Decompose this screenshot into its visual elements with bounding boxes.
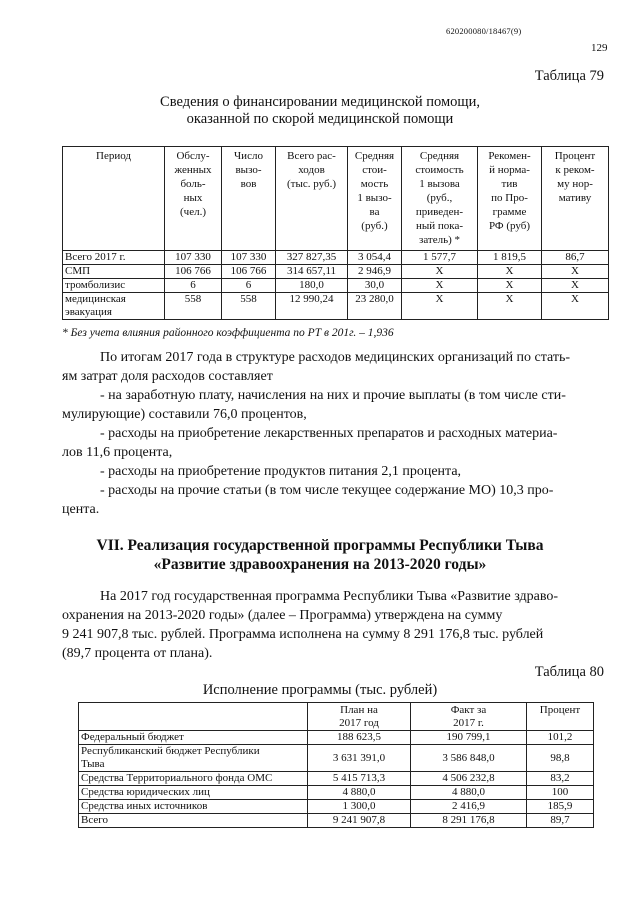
table-cell: медицинская эвакуация <box>63 293 165 320</box>
table-row <box>79 745 594 772</box>
table-cell: 4 880,0 <box>308 786 411 800</box>
table-cell: 1 577,7 <box>402 251 478 265</box>
paragraph-line: - расходы на приобретение лекарственных препаратов и расходных материа- <box>100 426 558 441</box>
table-cell: 86,7 <box>542 251 609 265</box>
table-cell: 106 766 <box>222 265 276 279</box>
table-row <box>63 293 609 320</box>
page-number: 129 <box>591 42 608 54</box>
table-cell: 3 586 848,0 <box>411 745 527 772</box>
table-79-title-line2: оказанной по скорой медицинской помощи <box>186 111 454 127</box>
paragraph-line: - расходы на прочие статьи (в том числе текущее содержание МО) 10,3 про- <box>100 483 554 498</box>
paragraph-line: 9 241 907,8 тыс. рублей. Программа исполнена на сумму 8 291 176,8 тыс. рублей <box>62 627 544 642</box>
paragraph-line: - на заработную плату, начисления на них и прочие выплаты (в том числе сти- <box>100 388 566 403</box>
table-cell: Всего <box>79 814 308 828</box>
paragraph-line: (89,7 процента от плана). <box>62 646 213 661</box>
table-cell: Средства юридических лиц <box>79 786 308 800</box>
table-79 <box>62 146 609 320</box>
table-cell: 89,7 <box>527 814 594 828</box>
table-cell: 101,2 <box>527 731 594 745</box>
table-cell: 188 623,5 <box>308 731 411 745</box>
table-cell: 558 <box>165 293 222 320</box>
table-cell: Х <box>478 293 542 320</box>
table-cell: 100 <box>527 786 594 800</box>
paragraph-line: На 2017 год государственная программа Республики Тыва «Развитие здраво- <box>100 589 559 604</box>
t79-header-calls: Число вызо- вов <box>222 147 276 251</box>
table-cell: 3 631 391,0 <box>308 745 411 772</box>
table-row <box>79 800 594 814</box>
section-heading-line2: «Развитие здравоохранения на 2013-2020 годы» <box>153 556 487 573</box>
table-80-title: Исполнение программы (тыс. рублей) <box>202 682 438 698</box>
table-cell: Х <box>478 265 542 279</box>
table-cell: Республиканский бюджет Республики Тыва <box>79 745 308 772</box>
table-cell: 107 330 <box>222 251 276 265</box>
paragraph-line: ям затрат доля расходов составляет <box>62 369 273 384</box>
paragraph-line: По итогам 2017 года в структуре расходов медицинских организаций по стать- <box>100 350 571 365</box>
paragraph-line: лов 11,6 процента, <box>62 445 173 460</box>
table-cell: Х <box>542 293 609 320</box>
paragraph-line: цента. <box>62 502 100 517</box>
table-80 <box>78 702 594 828</box>
table-cell: 4 506 232,8 <box>411 772 527 786</box>
table-cell: 12 990,24 <box>276 293 348 320</box>
table-cell: Всего 2017 г. <box>63 251 165 265</box>
table-cell: 327 827,35 <box>276 251 348 265</box>
document-id: 620200080/18467(9) <box>446 26 522 36</box>
table-cell: тромболизис <box>63 279 165 293</box>
table-cell: 4 880,0 <box>411 786 527 800</box>
table-cell: СМП <box>63 265 165 279</box>
t80-header-plan: План на 2017 год <box>308 703 411 731</box>
t79-header-total-costs: Всего рас- ходов (тыс. руб.) <box>276 147 348 251</box>
table-cell: Х <box>402 279 478 293</box>
table-79-title-line1: Сведения о финансировании медицинской помощи, <box>160 94 480 110</box>
table-cell: 6 <box>222 279 276 293</box>
table-cell: 314 657,11 <box>276 265 348 279</box>
table-80-header-row <box>79 703 594 731</box>
t79-header-patients: Обслу- женных боль- ных (чел.) <box>165 147 222 251</box>
table-row <box>79 814 594 828</box>
table-cell: Х <box>402 293 478 320</box>
table-cell: 3 054,4 <box>348 251 402 265</box>
paragraph-line: - расходы на приобретение продуктов питания 2,1 процента, <box>100 464 462 479</box>
t79-header-recommended-norm: Рекомен- й норма- тив по Про- грамме РФ (руб) <box>478 147 542 251</box>
table-row <box>79 731 594 745</box>
table-80-number: Таблица 80 <box>534 664 604 680</box>
table-cell: 2 416,9 <box>411 800 527 814</box>
table-cell: 1 819,5 <box>478 251 542 265</box>
paragraph-program <box>62 587 610 663</box>
table-cell: Федеральный бюджет <box>79 731 308 745</box>
table-row <box>63 251 609 265</box>
t80-header-fact: Факт за 2017 г. <box>411 703 527 731</box>
t79-header-percent-of-norm: Процент к реком- му нор- мативу <box>542 147 609 251</box>
t80-header-percent: Процент <box>527 703 594 731</box>
table-row <box>79 772 594 786</box>
table-cell: Х <box>542 265 609 279</box>
table-cell: 106 766 <box>165 265 222 279</box>
table-cell: 185,9 <box>527 800 594 814</box>
paragraph-expenses <box>62 348 610 519</box>
t79-header-period: Период <box>63 147 165 251</box>
table-cell: 6 <box>165 279 222 293</box>
table-cell: Х <box>478 279 542 293</box>
table-cell: Средства Территориального фонда ОМС <box>79 772 308 786</box>
table-cell: 8 291 176,8 <box>411 814 527 828</box>
t79-header-avg-cost: Средняя стои- мость 1 вызо- ва (руб.) <box>348 147 402 251</box>
t80-header-source <box>79 703 308 731</box>
table-cell: Х <box>542 279 609 293</box>
table-cell: 5 415 713,3 <box>308 772 411 786</box>
table-cell: 190 799,1 <box>411 731 527 745</box>
table-row <box>79 786 594 800</box>
paragraph-line: охранения на 2013-2020 годы» (далее – Программа) утверждена на сумму <box>62 608 503 623</box>
table-cell: 180,0 <box>276 279 348 293</box>
table-cell: 83,2 <box>527 772 594 786</box>
table-cell: 2 946,9 <box>348 265 402 279</box>
section-heading-line1: VII. Реализация государственной программы Республики Тыва <box>96 537 544 554</box>
table-cell: Х <box>402 265 478 279</box>
table-cell: 30,0 <box>348 279 402 293</box>
table-79-header-row <box>63 147 609 251</box>
paragraph-line: мулирующие) составили 76,0 процентов, <box>62 407 307 422</box>
table-cell: 98,8 <box>527 745 594 772</box>
table-cell: 9 241 907,8 <box>308 814 411 828</box>
t79-header-avg-cost-adjusted: Средняя стоимость 1 вызова (руб., приведен- ный пока- затель) * <box>402 147 478 251</box>
table-row <box>63 265 609 279</box>
table-cell: 107 330 <box>165 251 222 265</box>
table-cell: Средства иных источников <box>79 800 308 814</box>
table-row <box>63 279 609 293</box>
table-79-number: Таблица 79 <box>534 68 604 84</box>
table-cell: 1 300,0 <box>308 800 411 814</box>
table-cell: 558 <box>222 293 276 320</box>
table-cell: 23 280,0 <box>348 293 402 320</box>
table-79-footnote: * Без учета влияния районного коэффициента по РТ в 201г. – 1,936 <box>62 327 394 339</box>
